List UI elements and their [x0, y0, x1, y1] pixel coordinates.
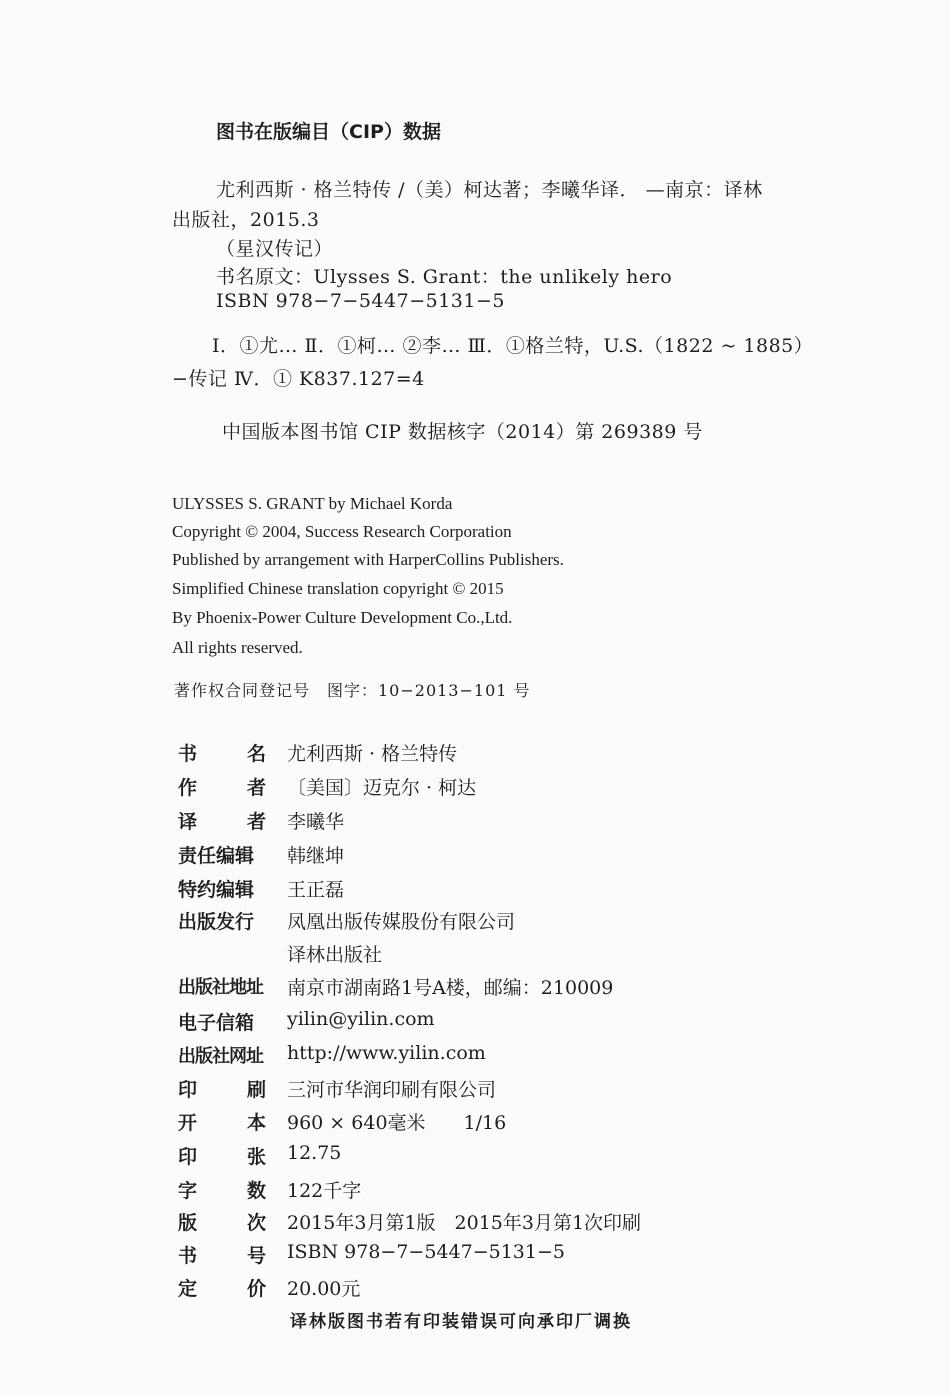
detail-value: 12.75	[287, 1142, 342, 1164]
english-company-line: By Phoenix-Power Culture Development Co.,Ltd.	[172, 608, 513, 627]
detail-label	[178, 1042, 266, 1068]
contract-registration: 著作权合同登记号 图字：10−2013−101 号	[174, 681, 531, 700]
detail-label-part: 定	[178, 1278, 198, 1300]
cip-line-publisher: 出版社，2015.3	[172, 209, 320, 231]
detail-label-part: 开	[178, 1112, 198, 1134]
detail-label-part: 名	[246, 743, 266, 765]
detail-label	[178, 1208, 266, 1235]
detail-value: 〔美国〕迈克尔 · 柯达	[287, 777, 477, 799]
detail-label-part: 印	[178, 1079, 198, 1101]
detail-value: 122千字	[287, 1180, 362, 1202]
detail-label-part: 字	[178, 1180, 198, 1202]
cip-line-title: 尤利西斯 · 格兰特传 /（美）柯达著；李曦华译． —南京：译林	[216, 179, 763, 201]
detail-label	[178, 1108, 266, 1135]
detail-value: 尤利西斯 · 格兰特传	[287, 743, 458, 765]
detail-label-part: 本	[246, 1112, 266, 1134]
cip-verification: 中国版本图书馆 CIP 数据核字（2014）第 269389 号	[222, 421, 703, 443]
detail-value: 960 × 640毫米 1/16	[287, 1112, 507, 1134]
detail-value: 20.00元	[287, 1278, 361, 1300]
detail-value: http://www.yilin.com	[287, 1042, 486, 1064]
detail-label	[178, 973, 266, 999]
detail-label-part: 出版发行	[178, 911, 255, 933]
english-copyright-line: Copyright © 2004, Success Research Corporation	[172, 522, 512, 541]
detail-label-part: 次	[246, 1212, 266, 1234]
english-rights-line: All rights reserved.	[172, 638, 303, 657]
detail-label-part: 责任编辑	[178, 845, 255, 867]
detail-value: ISBN 978−7−5447−5131−5	[287, 1241, 565, 1263]
detail-label	[178, 1142, 266, 1169]
detail-value: 李曦华	[287, 811, 345, 833]
detail-value: 南京市湖南路1号A楼，邮编：210009	[287, 977, 614, 999]
detail-label	[178, 841, 266, 868]
detail-value: 译林出版社	[287, 944, 383, 966]
detail-label	[178, 1241, 266, 1268]
detail-label-part: 数	[246, 1180, 266, 1202]
detail-value: 韩继坤	[287, 845, 345, 867]
detail-label-part: 作	[178, 777, 198, 799]
detail-label-part: 书	[178, 743, 198, 765]
cip-line-original-title: 书名原文：Ulysses S. Grant：the unlikely hero	[216, 266, 673, 288]
detail-label	[178, 739, 266, 766]
footer-note: 译林版图书若有印装错误可向承印厂调换	[290, 1312, 632, 1332]
detail-value: 王正磊	[287, 879, 345, 901]
detail-label-part: 号	[246, 1245, 266, 1267]
english-translation-line: Simplified Chinese translation copyright © 2015	[172, 579, 504, 598]
detail-value: 凤凰出版传媒股份有限公司	[287, 911, 516, 933]
detail-label-part: 出版社地址	[178, 977, 263, 998]
detail-label-part: 版	[178, 1212, 198, 1234]
detail-label	[178, 875, 266, 902]
detail-value: yilin@yilin.com	[287, 1008, 435, 1030]
cip-heading: 图书在版编目（CIP）数据	[216, 121, 441, 143]
detail-label-part: 出版社网址	[178, 1046, 263, 1067]
detail-label	[178, 1008, 266, 1035]
cip-classification-line2: −传记 Ⅳ．① K837.127=4	[172, 368, 425, 390]
detail-label	[178, 1075, 266, 1102]
detail-label-part: 特约编辑	[178, 879, 255, 901]
detail-label-part: 者	[246, 811, 266, 833]
detail-label	[178, 1274, 266, 1301]
detail-value: 三河市华润印刷有限公司	[287, 1079, 497, 1101]
detail-label-part: 印	[178, 1146, 198, 1168]
detail-label	[178, 773, 266, 800]
cip-line-series: （星汉传记）	[216, 238, 334, 260]
cip-line-isbn: ISBN 978−7−5447−5131−5	[216, 290, 505, 312]
detail-label	[178, 1176, 266, 1203]
cip-classification-line1: Ⅰ．①尤… Ⅱ．①柯… ②李… Ⅲ．①格兰特，U.S.（1822 ~ 1885）	[212, 335, 814, 357]
english-title-line: ULYSSES S. GRANT by Michael Korda	[172, 494, 453, 513]
detail-label	[178, 907, 266, 934]
detail-label-part: 价	[246, 1278, 266, 1300]
detail-label-part: 电子信箱	[178, 1012, 255, 1034]
detail-label-part: 书	[178, 1245, 198, 1267]
detail-label-part: 张	[246, 1146, 266, 1168]
detail-label-part: 者	[246, 777, 266, 799]
detail-label-part: 译	[178, 811, 198, 833]
detail-label-part: 刷	[246, 1079, 266, 1101]
detail-label	[178, 807, 266, 834]
english-arrangement-line: Published by arrangement with HarperCollins Publishers.	[172, 550, 564, 569]
detail-value: 2015年3月第1版 2015年3月第1次印刷	[287, 1212, 642, 1234]
